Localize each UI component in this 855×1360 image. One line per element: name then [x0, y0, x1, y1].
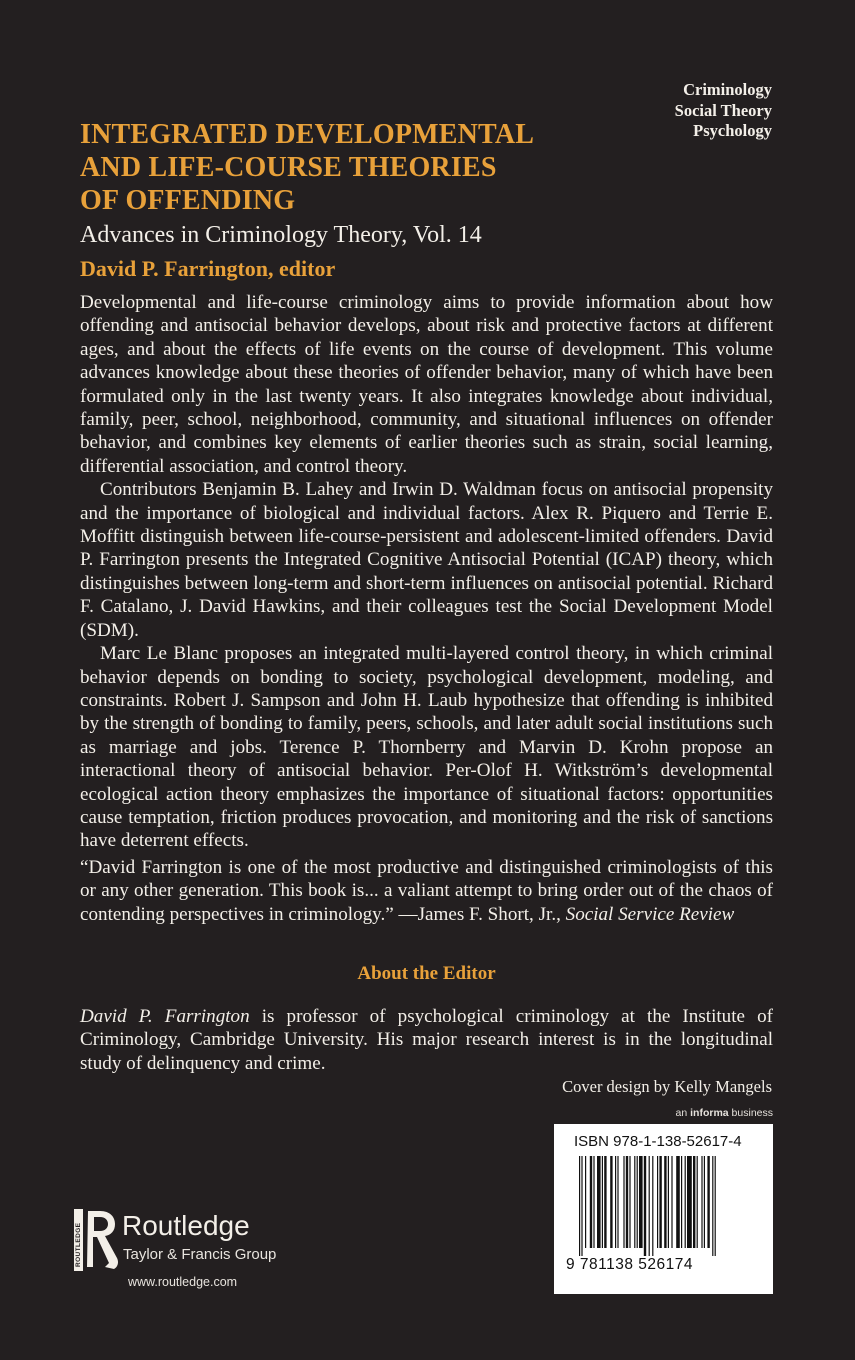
barcode-bar	[644, 1156, 646, 1256]
barcode-bar	[602, 1156, 603, 1248]
title-line: OF OFFENDING	[80, 185, 296, 216]
quote-source: Social Service Review	[565, 903, 735, 925]
barcode-panel	[554, 1124, 773, 1294]
barcode-bar	[659, 1156, 661, 1248]
quote-text: “David Farrington is one of the most productive and distinguished criminologists of this or any other generation. This book is... a valiant attempt to bring order out of the chaos of contending perspectives in criminology.” —James F. Short, Jr.,	[80, 857, 773, 925]
about-editor-heading: About the Editor	[357, 963, 496, 984]
barcode-bar	[676, 1156, 680, 1248]
barcode-bar	[626, 1156, 628, 1248]
editor-bio	[80, 1005, 773, 1075]
description-paragraph: Contributors Benjamin B. Lahey and Irwin D. Waldman focus on antisocial propensity and the importance of biological and individual factors. Alex R. Piquero and Terrie E. Moffitt distinguish between life-course-persistent and adolescent-limited offenders. David P. Farrington presents the Integrated Cognitive Antisocial Potential (ICAP) theory, which distinguishes between long-term and short-term influences on antisocial potential. Richard F. Catalano, J. David Hawkins, and their colleagues test the Social Development Model (SDM).	[80, 479, 773, 641]
barcode-bar	[637, 1156, 638, 1248]
barcode-number: 9 781138 526174	[566, 1256, 694, 1273]
bio-text: is professor of psychological criminology at the Institute of Criminology, Cambridge University. His major research interest is in the longitudinal study of delinquency and crime.	[80, 1006, 773, 1074]
barcode-bar	[697, 1156, 698, 1248]
subject-label: Criminology	[683, 80, 772, 99]
barcode-bar	[685, 1156, 686, 1248]
barcode-bar	[712, 1156, 713, 1256]
barcode-bar	[668, 1156, 669, 1248]
barcode-bar	[604, 1156, 606, 1248]
title-line: INTEGRATED DEVELOPMENTAL	[80, 119, 535, 150]
barcode-bar	[707, 1156, 709, 1248]
informa-brand: informa	[690, 1107, 729, 1119]
publisher-url: www.routledge.com	[128, 1275, 238, 1289]
barcode-bar	[687, 1156, 692, 1248]
book-description	[80, 291, 773, 853]
subject-categories	[675, 80, 772, 142]
barcode-icon	[579, 1156, 751, 1256]
barcode-bar	[634, 1156, 635, 1248]
svg-text:ROUTLEDGE: ROUTLEDGE	[75, 1222, 83, 1267]
title-line: AND LIFE-COURSE THEORIES	[80, 152, 497, 183]
barcode-bar	[693, 1156, 695, 1248]
review-quote	[80, 856, 773, 926]
isbn-label: ISBN 978-1-138-52617-4	[574, 1133, 742, 1150]
informa-tagline	[676, 1107, 773, 1119]
book-title	[80, 118, 534, 217]
barcode-bar	[629, 1156, 630, 1248]
barcode-bar	[715, 1156, 716, 1256]
subject-label: Psychology	[693, 121, 772, 140]
cover-credit: Cover design by Kelly Mangels	[562, 1077, 772, 1096]
barcode-bar	[610, 1156, 612, 1248]
barcode-bar	[597, 1156, 601, 1248]
barcode-bar	[664, 1156, 666, 1248]
barcode-bar	[615, 1156, 616, 1248]
barcode-bar	[585, 1156, 586, 1248]
barcode-bar	[579, 1156, 580, 1256]
barcode-bar	[649, 1156, 650, 1256]
barcode-bar	[617, 1156, 618, 1248]
description-paragraph: Marc Le Blanc proposes an integrated multi-layered control theory, in which criminal behavior depends on bonding to society, psychological development, modeling, and constraints. Robert J. Sampson and John H. Laub hypothesize that offending is inhibited by the strength of bonding to family, peers, schools, and later adult social institutions such as marriage and jobs. Terence P. Thornberry and Marvin D. Krohn propose an interactional theory of antisocial behavior. Per-Olof H. Witkström’s developmental ecological action theory emphasizes the importance of situational factors: opportunities cause temptation, friction produces provocation, and monitoring and the risk of sanctions have deterrent effects.	[80, 643, 773, 852]
barcode-bar	[652, 1156, 653, 1256]
publisher-name: Routledge	[122, 1210, 250, 1241]
barcode-bar	[581, 1156, 582, 1256]
barcode-bar	[590, 1156, 592, 1248]
informa-prefix: an	[675, 1107, 691, 1119]
barcode-bar	[681, 1156, 682, 1248]
barcode-bar	[671, 1156, 672, 1248]
routledge-logo-icon	[74, 1209, 118, 1271]
barcode-bar	[593, 1156, 594, 1248]
barcode-bar	[704, 1156, 705, 1248]
barcode-bar	[701, 1156, 702, 1248]
series-name: Advances in Criminology Theory, Vol. 14	[80, 222, 482, 248]
barcode-bar	[623, 1156, 624, 1248]
barcode-bar	[639, 1156, 643, 1248]
description-paragraph: Developmental and life-course criminology aims to provide information about how offending and antisocial behavior develops, about risk and protective factors at different ages, and about the effects of life events on the course of development. This volume advances knowledge about these theories of offender behavior, many of which have been formulated only in the last twenty years. It also integrates knowledge about individual, family, peer, school, neighborhood, community, and situational influences on offender behavior, and combines key elements of earlier theories such as strain, social learning, differential association, and control theory.	[80, 292, 773, 477]
informa-suffix: business	[728, 1107, 773, 1119]
editor-credit: David P. Farrington, editor	[80, 256, 336, 281]
bio-name: David P. Farrington	[80, 1006, 250, 1027]
publisher-group: Taylor & Francis Group	[123, 1246, 277, 1263]
subject-label: Social Theory	[674, 100, 772, 120]
barcode-bar	[657, 1156, 658, 1248]
